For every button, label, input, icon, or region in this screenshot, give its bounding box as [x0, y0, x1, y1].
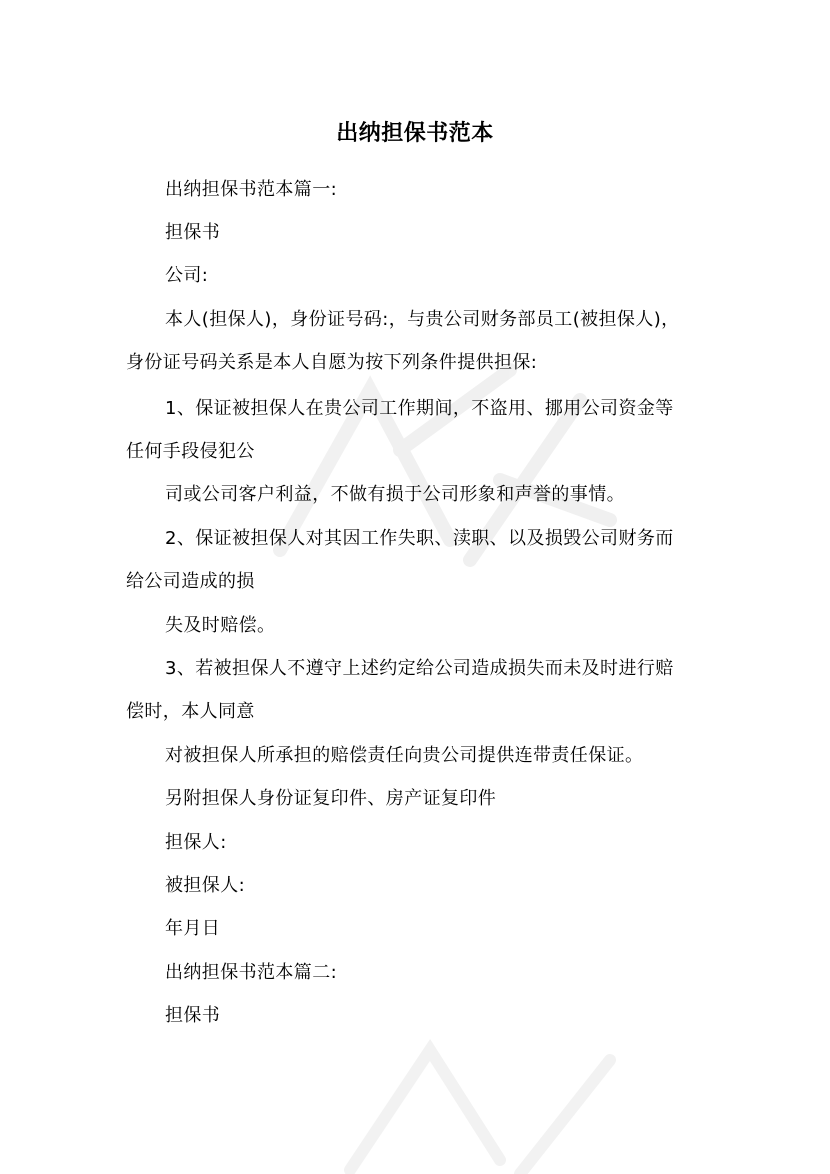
clause-one-line: 司或公司客户利益，不做有损于公司形象和声誉的事情。 [165, 484, 625, 505]
clause-two-line: 失及时赔偿。 [165, 615, 276, 636]
clause-two-line: 2、保证被担保人对其因工作失职、渎职、以及损毁公司财务而 [165, 528, 674, 549]
watermark-graphic-bottom [330, 990, 630, 1174]
clause-three-line: 3、若被担保人不遵守上述约定给公司造成损失而未及时进行赔 [165, 658, 674, 679]
paragraph-line: 身份证号码关系是本人自愿为按下列条件提供担保: [126, 352, 538, 373]
doc-heading: 担保书 [165, 222, 221, 243]
date-line: 年月日 [165, 918, 221, 939]
guaranteed-signature-line: 被担保人: [165, 875, 246, 896]
section-heading-two: 出纳担保书范本篇二: [165, 962, 338, 983]
doc-heading: 担保书 [165, 1005, 221, 1026]
clause-one-line: 1、保证被担保人在贵公司工作期间，不盗用、挪用公司资金等 [165, 398, 674, 419]
page-title: 出纳担保书范本 [336, 121, 494, 146]
clause-two-line: 给公司造成的损 [126, 571, 255, 592]
addressee-line: 公司: [165, 265, 209, 286]
section-heading-one: 出纳担保书范本篇一: [165, 179, 338, 200]
clause-three-line: 偿时，本人同意 [126, 701, 255, 722]
guarantor-signature-line: 担保人: [165, 832, 227, 853]
paragraph-line: 本人(担保人)，身份证号码:，与贵公司财务部员工(被担保人)， [165, 309, 680, 330]
clause-one-line: 任何手段侵犯公 [126, 441, 255, 462]
clause-three-line: 对被担保人所承担的赔偿责任向贵公司提供连带责任保证。 [165, 745, 644, 766]
attachment-note: 另附担保人身份证复印件、房产证复印件 [165, 788, 497, 809]
